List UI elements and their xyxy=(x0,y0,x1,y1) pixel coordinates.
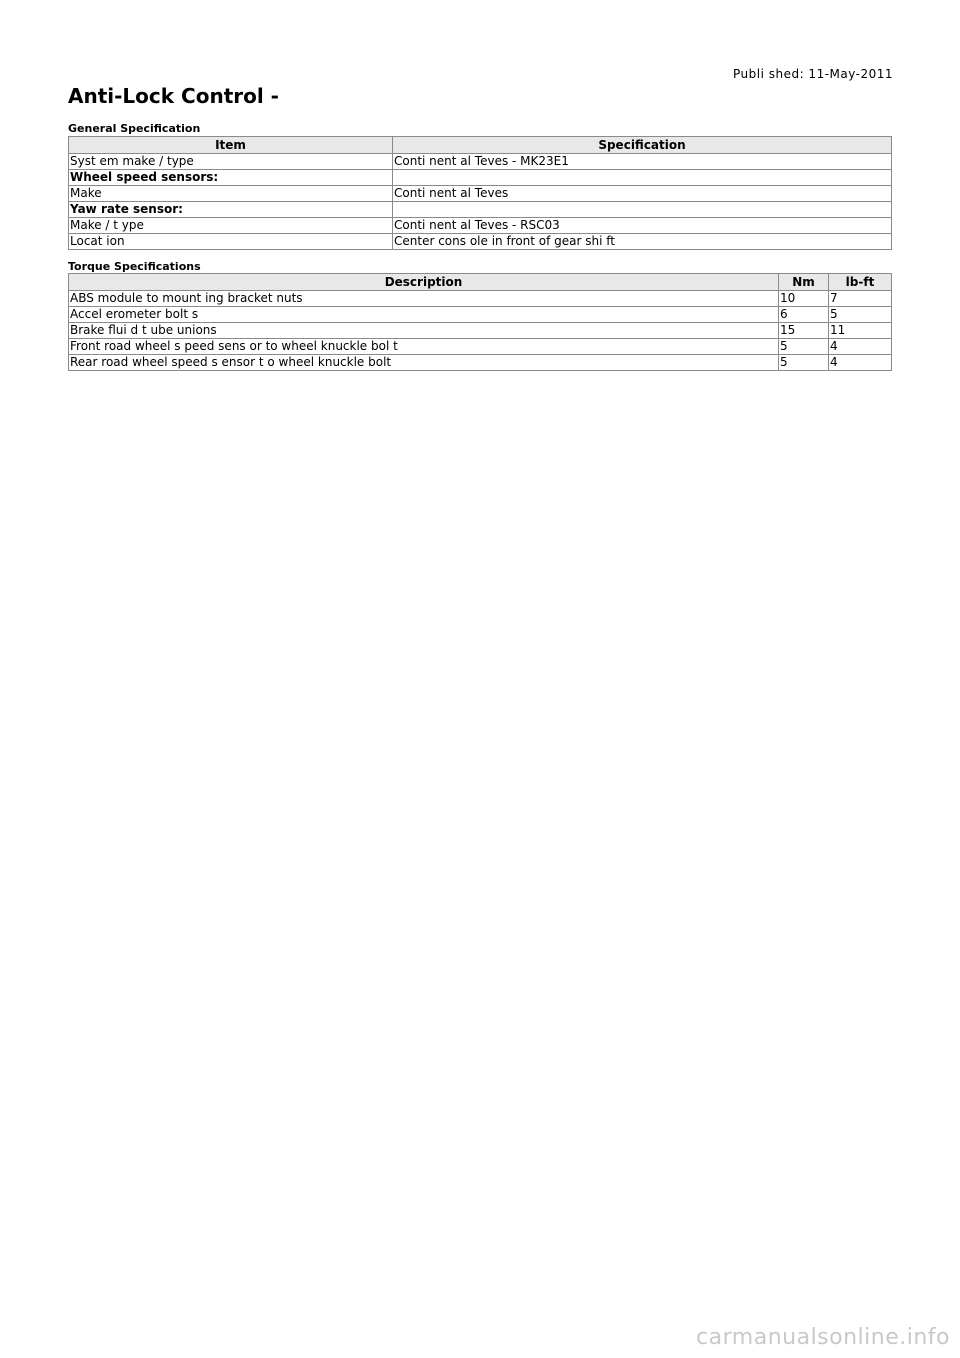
column-header-nm: Nm xyxy=(779,274,829,291)
specification-cell xyxy=(393,170,892,186)
table-row xyxy=(69,339,892,355)
lbft-cell: 7 xyxy=(829,291,892,307)
table-row xyxy=(69,186,892,202)
column-header-item: Item xyxy=(69,137,393,154)
column-header-description: Description xyxy=(69,274,779,291)
group-heading-cell: Yaw rate sensor: xyxy=(69,202,393,218)
nm-cell: 5 xyxy=(779,355,829,371)
item-cell: Make / t ype xyxy=(69,218,393,234)
table-row xyxy=(69,202,892,218)
general-specification-title: General Specification xyxy=(68,122,201,135)
description-cell: Brake flui d t ube unions xyxy=(69,323,779,339)
description-cell: Front road wheel s peed sens or to wheel knuckle bol t xyxy=(69,339,779,355)
published-date: Publi shed: 11-May-2011 xyxy=(732,67,893,81)
item-cell: Locat ion xyxy=(69,234,393,250)
table-row xyxy=(69,307,892,323)
specification-cell: Conti nent al Teves - MK23E1 xyxy=(393,154,892,170)
lbft-cell: 5 xyxy=(829,307,892,323)
table-row xyxy=(69,218,892,234)
specification-cell: Center cons ole in front of gear shi ft xyxy=(393,234,892,250)
torque-specifications-table xyxy=(68,273,892,371)
item-cell: Make xyxy=(69,186,393,202)
lbft-cell: 11 xyxy=(829,323,892,339)
page-title: Anti-Lock Control - xyxy=(68,84,279,108)
table-header-row xyxy=(69,137,892,154)
table-row xyxy=(69,154,892,170)
table-row xyxy=(69,291,892,307)
column-header-lbft: lb-ft xyxy=(829,274,892,291)
nm-cell: 6 xyxy=(779,307,829,323)
table-row xyxy=(69,234,892,250)
table-row xyxy=(69,355,892,371)
torque-specifications-title: Torque Specifications xyxy=(68,260,201,273)
group-heading-cell: Wheel speed sensors: xyxy=(69,170,393,186)
specification-cell: Conti nent al Teves xyxy=(393,186,892,202)
nm-cell: 15 xyxy=(779,323,829,339)
description-cell: Accel erometer bolt s xyxy=(69,307,779,323)
table-header-row xyxy=(69,274,892,291)
column-header-specification: Specification xyxy=(393,137,892,154)
specification-cell xyxy=(393,202,892,218)
watermark: carmanualsonline.info xyxy=(696,1325,950,1350)
general-specification-table xyxy=(68,136,892,250)
table-row xyxy=(69,170,892,186)
description-cell: Rear road wheel speed s ensor t o wheel knuckle bolt xyxy=(69,355,779,371)
description-cell: ABS module to mount ing bracket nuts xyxy=(69,291,779,307)
table-row xyxy=(69,323,892,339)
item-cell: Syst em make / type xyxy=(69,154,393,170)
nm-cell: 10 xyxy=(779,291,829,307)
lbft-cell: 4 xyxy=(829,339,892,355)
nm-cell: 5 xyxy=(779,339,829,355)
lbft-cell: 4 xyxy=(829,355,892,371)
specification-cell: Conti nent al Teves - RSC03 xyxy=(393,218,892,234)
